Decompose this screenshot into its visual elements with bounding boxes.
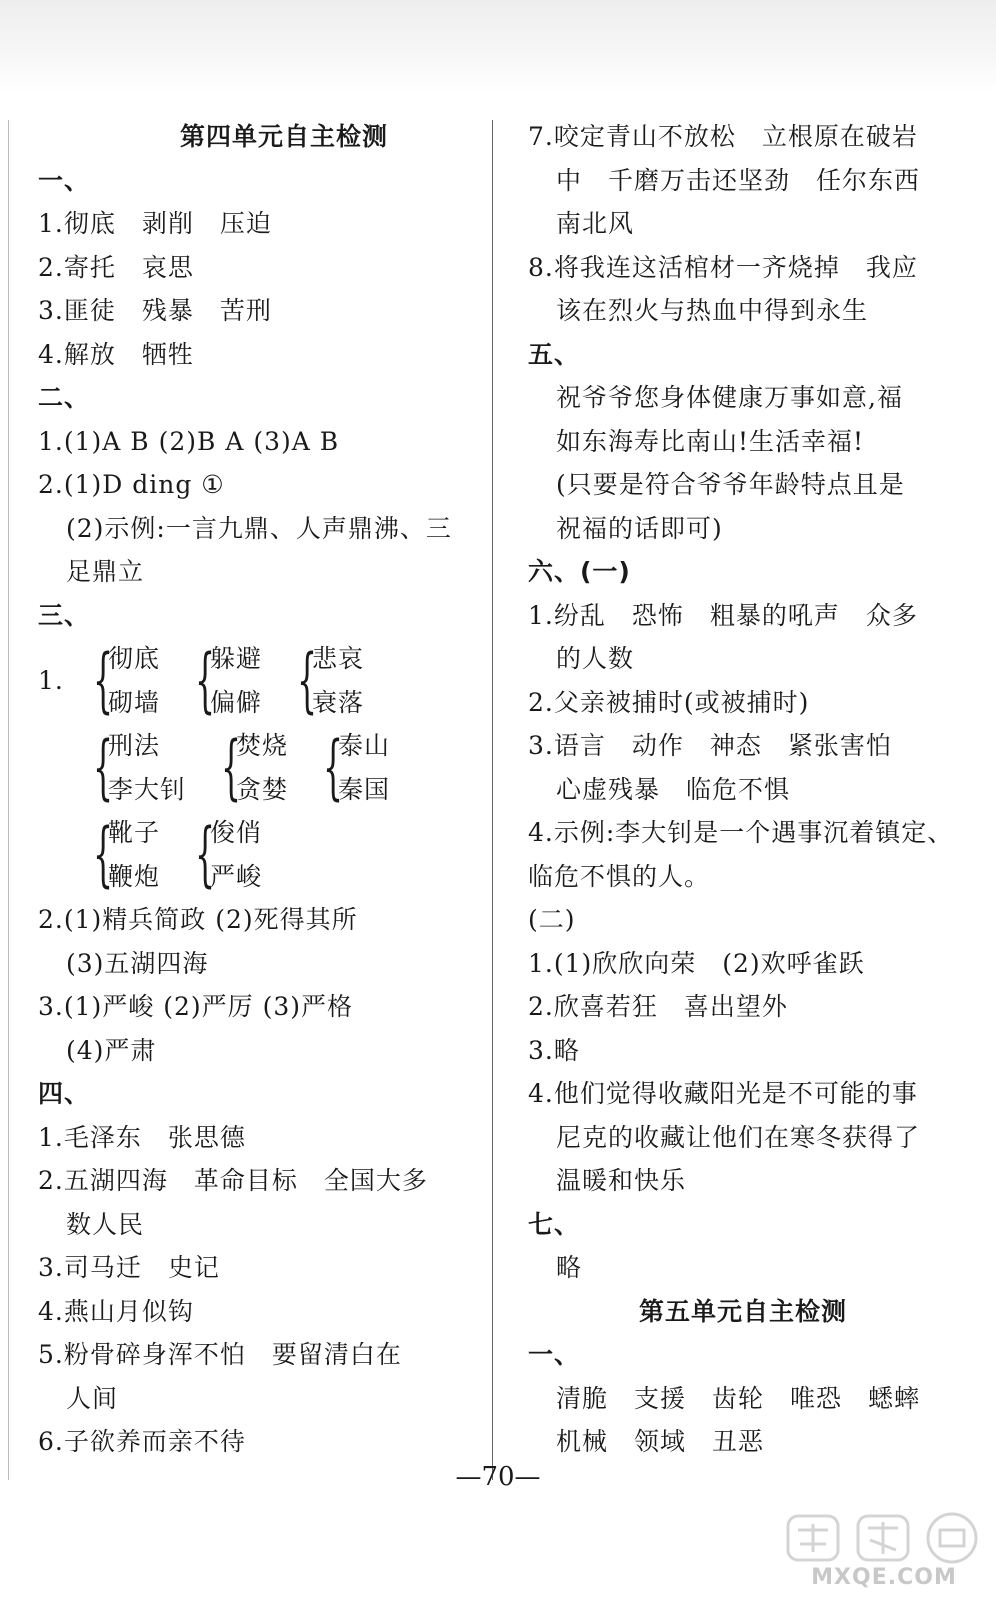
word-pair: { 焚烧 贪婪 (216, 724, 288, 811)
section-5-heading: 五、 (528, 339, 581, 369)
answer-line: 祝爷爷您身体健康万事如意,福 (556, 383, 903, 412)
brace-icon: { (322, 726, 344, 808)
unit-5-title: 第五单元自主检测 (638, 1296, 847, 1326)
brace-icon: { (220, 726, 242, 808)
brace-icon: { (92, 726, 114, 808)
page-number: —70— (455, 1462, 541, 1492)
answer-line: 人间 (66, 1383, 119, 1413)
right-column (528, 115, 958, 1464)
answer-line: 4.解放 牺牲 (38, 339, 194, 369)
scan-top-band (0, 0, 996, 92)
word-pair: { 刑法 李大钊 (88, 724, 186, 811)
answer-line: 1.彻底 剥削 压迫 (38, 209, 272, 238)
left-margin-rule (8, 120, 9, 1480)
answer-line: 2.五湖四海 革命目标 全国大多 (38, 1166, 428, 1195)
unit-4-title: 第四单元自主检测 (179, 122, 388, 151)
subsection-heading: (二) (528, 905, 576, 934)
answer-line: 心虚残暴 临危不惧 (556, 774, 791, 804)
answer-line: 略 (556, 1253, 583, 1282)
section-1-heading-unit5: 一、 (528, 1340, 581, 1369)
answer-line: 中 千磨万击还坚劲 任尔东西 (556, 165, 921, 195)
section-1-heading: 一、 (38, 165, 91, 195)
section-3-heading: 三、 (38, 600, 91, 630)
answer-line: 8.将我连这活棺材一齐烧掉 我应 (528, 252, 918, 282)
answer-line: 的人数 (556, 644, 635, 673)
answer-line: 3.略 (528, 1035, 580, 1065)
answer-line: 2.寄托 哀思 (38, 252, 194, 282)
answer-line: (3)五湖四海 (66, 948, 209, 978)
answer-line: 5.粉骨碎身浑不怕 要留清白在 (38, 1340, 402, 1369)
answer-line: 7.咬定青山不放松 立根原在破岩 (528, 122, 918, 151)
bracket-row (38, 811, 490, 898)
answer-line: 2.欣喜若狂 喜出望外 (528, 992, 788, 1021)
brace-icon: { (296, 639, 318, 721)
word-pair: { 彻底 砌墙 (88, 637, 160, 724)
brace-icon: { (92, 639, 114, 721)
answer-line: (只要是符合爷爷年龄特点且是 (556, 470, 905, 499)
section-7-heading: 七、 (528, 1209, 581, 1239)
word-pair: { 泰山 秦国 (318, 724, 390, 811)
answer-line: 南北风 (556, 209, 635, 238)
brace-icon: { (194, 639, 216, 721)
answer-line: (4)严肃 (66, 1035, 157, 1065)
answer-line: 3.司马迁 史记 (38, 1253, 220, 1282)
answer-line: 尼克的收藏让他们在寒冬获得了 (556, 1122, 921, 1152)
section-6-heading: 六、(一) (528, 557, 631, 586)
answer-line: 4.示例:李大钊是一个遇事沉着镇定、 (528, 818, 954, 847)
question-number: 1. (38, 665, 64, 695)
word-pair: { 悲哀 衰落 (292, 637, 364, 724)
answer-line: 2.(1)D ding ① (38, 470, 225, 499)
brace-icon: { (92, 813, 114, 895)
answer-line: 6.子欲养而亲不待 (38, 1427, 246, 1456)
answer-line: 2.父亲被捕时(或被捕时) (528, 687, 810, 717)
answer-line: 足鼎立 (66, 557, 145, 586)
section-2-heading: 二、 (38, 383, 91, 412)
word-pair: { 靴子 鞭炮 (88, 811, 160, 898)
watermark-domain: MXQE.COM (811, 1565, 957, 1590)
answer-line: 3.匪徒 残暴 苦刑 (38, 296, 272, 325)
answer-line: 1.(1)欣欣向荣 (2)欢呼雀跃 (528, 948, 865, 978)
answer-line: 3.(1)严峻 (2)严厉 (3)严格 (38, 992, 353, 1021)
answer-line: 如东海寿比南山!生活幸福! (556, 426, 865, 456)
word-pair: { 躲避 偏僻 (190, 637, 262, 724)
word-pair: { 俊俏 严峻 (190, 811, 262, 898)
answer-line: 祝福的话即可) (556, 513, 723, 543)
answer-line: 4.燕山月似钩 (38, 1296, 194, 1326)
left-column (38, 115, 490, 1464)
answer-line: 机械 领域 丑恶 (556, 1427, 765, 1456)
answer-line: 3.语言 动作 神态 紧张害怕 (528, 731, 892, 760)
brace-icon: { (194, 813, 216, 895)
watermark-logo (784, 1510, 984, 1590)
answer-line: 1.(1)A B (2)B A (3)A B (38, 426, 340, 456)
answer-line: 清脆 支援 齿轮 唯恐 蟋蟀 (556, 1383, 921, 1413)
watermark-logo-icon (784, 1510, 984, 1566)
section-4-heading: 四、 (38, 1079, 91, 1108)
bracket-row (38, 724, 490, 811)
answer-line: 4.他们觉得收藏阳光是不可能的事 (528, 1079, 918, 1108)
column-divider (492, 120, 493, 1480)
answer-line: 1.纷乱 恐怖 粗暴的吼声 众多 (528, 600, 918, 630)
answer-line: 2.(1)精兵简政 (2)死得其所 (38, 905, 358, 934)
bracket-row (38, 637, 490, 724)
answer-line: 数人民 (66, 1209, 145, 1239)
answer-line: 临危不惧的人。 (528, 861, 711, 891)
answer-line: 1.毛泽东 张思德 (38, 1122, 246, 1152)
answer-line: (2)示例:一言九鼎、人声鼎沸、三 (66, 513, 452, 543)
answer-line: 温暖和快乐 (556, 1166, 687, 1195)
answer-line: 该在烈火与热血中得到永生 (556, 296, 869, 325)
